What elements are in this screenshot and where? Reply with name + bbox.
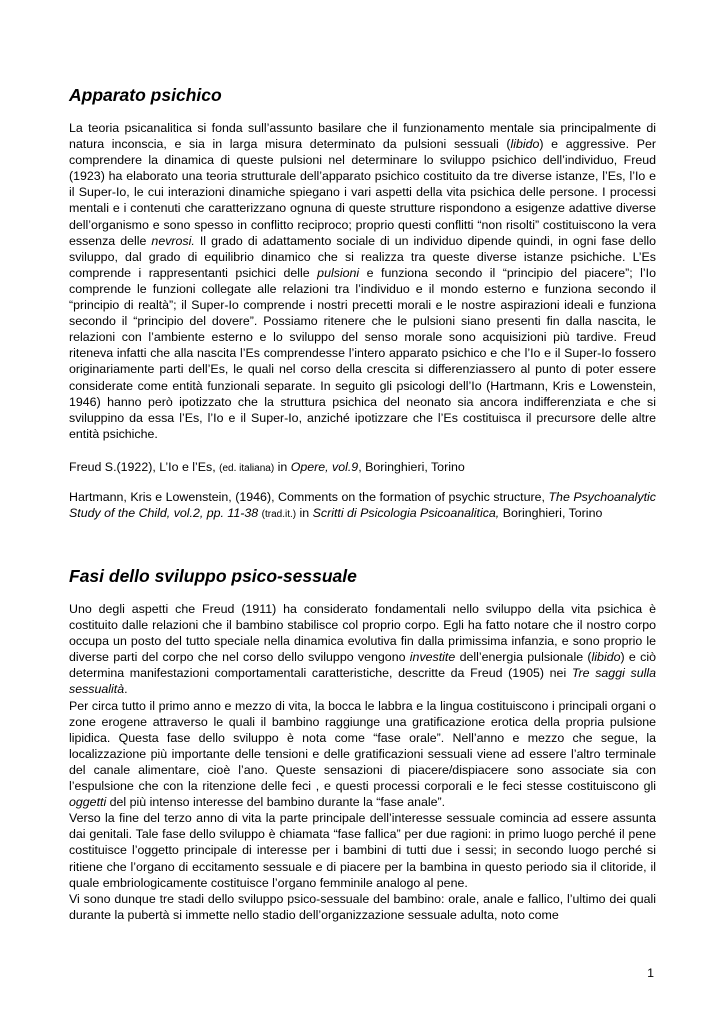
text-run: Il grado di adattamento sociale di un individuo dipende quindi, in ogni fase dello sviluppo, dal grado di equilibrio dinamico che si realizza tra queste diverse istanze psichiche. L’Es comprende i rappresentanti psichici delle [69, 233, 656, 280]
italic-term: Opere, vol.9 [290, 460, 359, 474]
paragraph-fasi-intro [69, 601, 656, 698]
italic-term: The Psychoanalytic Study of the Child, vol.2, pp. 11-38 [69, 490, 656, 521]
italic-term: Tre saggi sulla sessualità [69, 666, 656, 697]
italic-term: nevrosi. [151, 233, 195, 248]
section-title-fasi: Fasi dello sviluppo psico-sessuale [69, 566, 357, 586]
text-run: ) e ciò determina manifestazioni comportamentali caratteristiche, descritte da Freud (1905) nei [69, 650, 656, 681]
text-run: in [274, 460, 291, 474]
italic-term: investite [409, 650, 456, 665]
text-run: Freud S.(1922), L’Io e l’Es, [69, 460, 220, 474]
text-run: . [124, 682, 128, 697]
paragraph-tre-stadi: Vi sono dunque tre stadi dello sviluppo psico-sessuale del bambino: orale, anale e fallico, l’ultimo dei quali durante la pubertà si immette nello stadio dell’organizzazione sessuale adulta, noto come [69, 891, 656, 922]
italic-term: libido [591, 650, 621, 665]
text-run: dell’energia pulsionale ( [455, 650, 592, 665]
text-run: La teoria psicanalitica si fonda sull’assunto basilare che il funzionamento mentale sia principalmente di natura inconscia, e sia in larga misura determinato da pulsioni sessuali ( [69, 121, 656, 152]
italic-term: libido [510, 137, 540, 152]
paragraph-apparato [69, 120, 656, 442]
italic-term: Scritti di Psicologia Psicoanalitica, [312, 506, 500, 521]
text-run: Uno degli aspetti che Freud (1911) ha considerato fondamentali nello sviluppo della vita psichica è costituito dalle relazioni che il bambino stabilisce col proprio corpo. Egli ha fatto notare che il nostro corpo occupa un posto del tutto speciale nella dinamica evolutiva fin dalla primissima infanzia, e sono proprio le diverse parti del corpo che nel corso dello sviluppo vengono [69, 602, 656, 665]
page-number: 1 [647, 966, 654, 980]
reference-hartmann [69, 489, 656, 523]
reference-freud [69, 459, 656, 477]
text-run: (ed. italiana) [219, 463, 275, 474]
paragraph-fase-fallica: Verso la fine del terzo anno di vita la parte principale dell’interesse sessuale comincia ad essere assunta dai genitali. Tale fase dello sviluppo è chiamata “fase fallica” per due ragioni: in primo luogo perché il pene costituisce l’oggetto principale di interesse per i bambini di tutti due i sessi; in secondo luogo perché si ritiene che l’organo di eccitamento sessuale e di piacere per la bambina in questo periodo sia il clitoride, il quale embriologicamente costituisce l’organo femminile analogo al pene. [69, 811, 656, 890]
text-run: ) e aggressive. Per comprendere la dinamica di queste pulsioni nel determinare lo sviluppo psichico dell’individuo, Freud (1923) ha elaborato una teoria strutturale dell’apparato psichico costituito da tre diverse istanze, l’Es, l’Io e il Super-Io, le cui interazioni dinamiche spiegano i vari aspetti della vita psichica delle persone. I processi mentali e i contenuti che caratterizzano ognuna di queste strutture rispondono a esigenze adattive diverse dell’organismo e sono spesso in conflitto reciproco; proprio questi conflitti “non risolti” costituiscono la vera essenza delle [69, 137, 656, 248]
text-run: del più intenso interesse del bambino durante la “fase anale”. [106, 795, 446, 810]
text-run: e funziona secondo il “principio del piacere”; l’Io comprende le funzioni collegate alle relazioni tra l’individuo e il mondo esterno e funziona secondo il “principio di realtà”; il Super-Io comprende i nostri precetti morali e le nostre aspirazioni ideali e funziona secondo il “principio del dovere”. Possiamo ritenere che le pulsioni siano presenti fin dalla nascita, le relazioni con l’ambiente esterno e lo sviluppo del senso morale sono acquisizioni più tardive. Freud riteneva infatti che alla nascita l’Es comprendesse l’intero apparato psichico e che l’Io e il Super-Io fossero originariamente parti dell’Es, le quali nel corso della crescita si differenziassero al punto di poter essere considerate come entità funzionali separate. In seguito gli psicologi dell’Io (Hartmann, Kris e Lowenstein, 1946) hanno però ipotizzato che la struttura psichica del neonato sia ancora indifferenziata e che si sviluppino da essa l’Es, l’Io e il Super-Io, anziché ipotizzare che l’Es costituisca il precursore delle altre entità psichiche. [69, 265, 656, 441]
paragraph-fase-orale-anale [69, 698, 656, 811]
italic-term: oggetti [69, 795, 107, 810]
text-run: in [296, 506, 313, 521]
section-body-fasi [69, 601, 656, 923]
text-run: (trad.it.) [261, 509, 297, 521]
text-run: , Boringhieri, Torino [358, 460, 465, 474]
text-run: Hartmann, Kris e Lowenstein, (1946), Comments on the formation of psychic structure, [69, 490, 549, 504]
text-run: Per circa tutto il primo anno e mezzo di vita, la bocca le labbra e la lingua costituiscono i principali organi o zone erogene attraverso le quali il bambino raggiunge una gratificazione erotica della propria pulsione lipidica. Questa fase dello sviluppo è nota come “fase orale”. Nell’anno e mezzo che segue, la localizzazione più importante delle tensioni e delle gratificazioni sessuali viene ad essere l’altro terminale del canale alimentare, cioè l’ano. Queste sensazioni di piacere/dispiacere sono associate sia con l’espulsione che con la ritenzione delle feci , e questi processi corporali e le feci stesse costituiscono gli [69, 698, 656, 794]
text-run: Boringhieri, Torino [499, 506, 603, 521]
section-title-apparato: Apparato psichico [69, 85, 222, 105]
italic-term: pulsioni [317, 265, 360, 280]
